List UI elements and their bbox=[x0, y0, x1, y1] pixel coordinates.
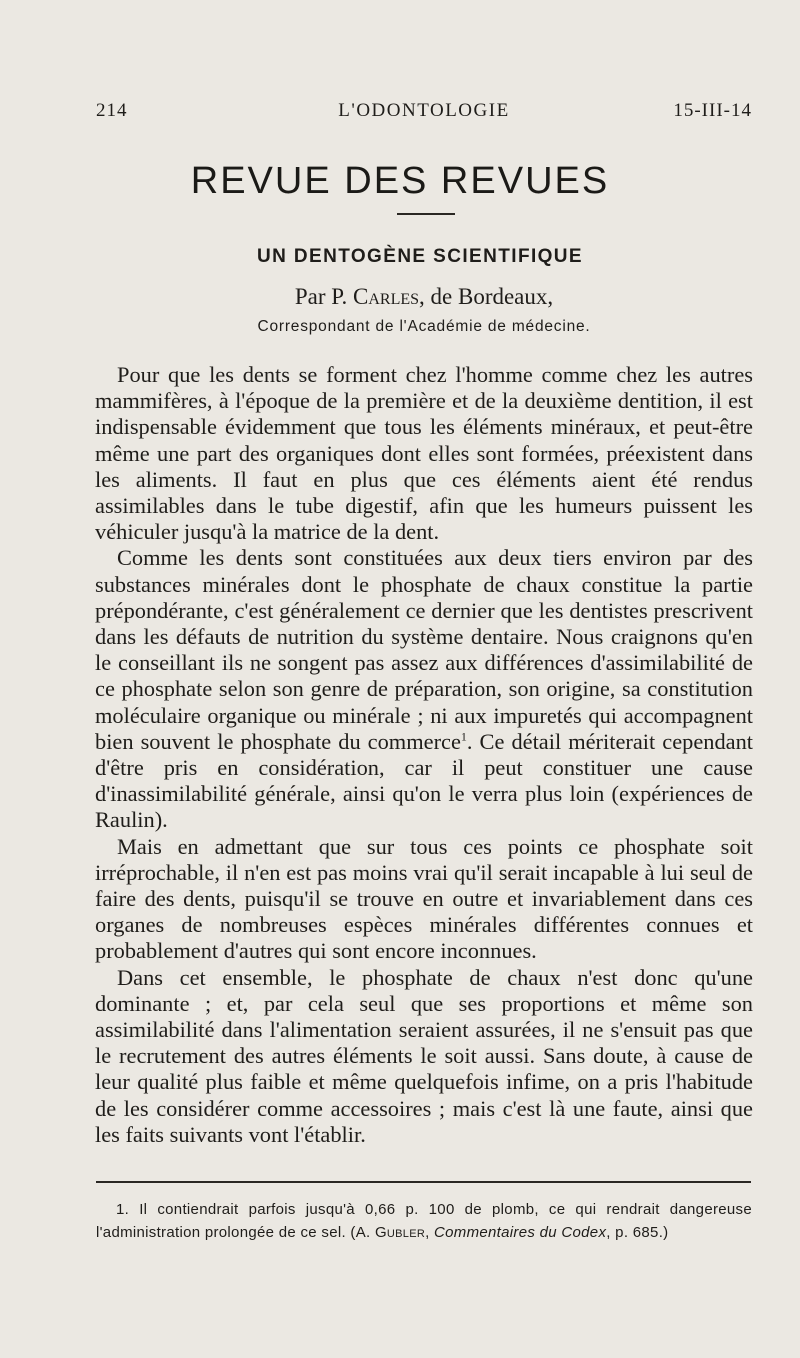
paragraph: Pour que les dents se forment chez l'homme comme chez les autres mammifères, à l'époque de la première et de la deuxième dentition, il est indispensable évidemment que tous les éléments minéraux, et peut-être même une part des organiques dont elles sont formées, préexistent dans les aliments. Il faut en plus que ces éléments aient été rendus assimilables dans le tube digestif, afin que les humeurs puissent les véhiculer jusqu'à la matrice de la dent. bbox=[95, 362, 753, 545]
page-number: 214 bbox=[96, 100, 128, 121]
footnote-number: 1. bbox=[116, 1201, 130, 1218]
footnote-author: Gubler bbox=[374, 1224, 426, 1241]
article-body bbox=[95, 362, 753, 1148]
footnote-work-title: Commentaires du Codex bbox=[434, 1224, 607, 1241]
byline-prefix: Par P. bbox=[294, 284, 353, 309]
paragraph bbox=[95, 545, 753, 833]
running-head bbox=[96, 100, 752, 130]
footnote-text: Il contiendrait parfois jusqu'à 0,66 p. 100 de plomb, ce qui rendrait dangereuse l'administration prolongée de ce sel. (A. bbox=[96, 1201, 752, 1241]
byline bbox=[0, 284, 800, 310]
title-divider bbox=[397, 213, 455, 215]
journal-title: L'ODONTOLOGIE bbox=[338, 100, 510, 121]
footnote-end: , p. 685.) bbox=[606, 1224, 669, 1241]
paragraph-text: Comme les dents sont constituées aux deux tiers environ par des substances minérales dont le phosphate de chaux constitue la partie prépondérante, c'est généralement ce dernier que les dentistes prescrivent dans les défauts de nutrition du système dentaire. Nous craignons qu'en le conseillant ils ne songent pas assez aux différences d'assimilabilité de ce phosphate selon son genre de préparation, son origine, sa constitution moléculaire organique ou minérale ; ni aux impuretés qui accompagnent bien souvent le phosphate du commerce bbox=[95, 545, 753, 754]
paragraph: Mais en admettant que sur tous ces points ce phosphate soit irréprochable, il n'en est pas moins vrai qu'il serait incapable à lui seul de faire des dents, puisqu'il se trouve en outre et invariablement dans ces organes de nombreuses espèces minérales différentes connues et probablement d'autres qui sont encore inconnues. bbox=[95, 833, 753, 964]
author-affiliation: Correspondant de l'Académie de médecine. bbox=[257, 318, 591, 335]
footnote bbox=[96, 1198, 752, 1244]
issue-date: 15-III-14 bbox=[673, 100, 752, 121]
section-title: REVUE DES REVUES bbox=[190, 160, 610, 202]
article-title: UN DENTOGÈNE SCIENTIFIQUE bbox=[256, 246, 583, 267]
footnote-separator: , bbox=[425, 1224, 435, 1241]
paragraph: Dans cet ensemble, le phosphate de chaux n'est donc qu'une dominante ; et, par cela seul que ses proportions et même son assimilabilité dans l'alimentation seraient assurées, il ne s'ensuit pas que le recrutement des autres éléments le soit aussi. Sans doute, à cause de leur qualité plus faible et même quelquefois infime, on a pris l'habitude de les considérer comme accessoires ; mais c'est là une faute, ainsi que les faits suivants vont l'établir. bbox=[95, 964, 753, 1147]
byline-suffix: , de Bordeaux, bbox=[419, 284, 554, 309]
paragraph-text: . Ce détail mériterait cependant d'être pris en considération, car il peut constituer une cause d'inassimilabilité générale, ainsi qu'on le verra plus loin (expériences de Raulin). bbox=[95, 728, 754, 833]
author-name: Carles bbox=[353, 284, 420, 309]
footnote-divider bbox=[96, 1181, 751, 1183]
footnote-reference: 1 bbox=[460, 729, 467, 744]
